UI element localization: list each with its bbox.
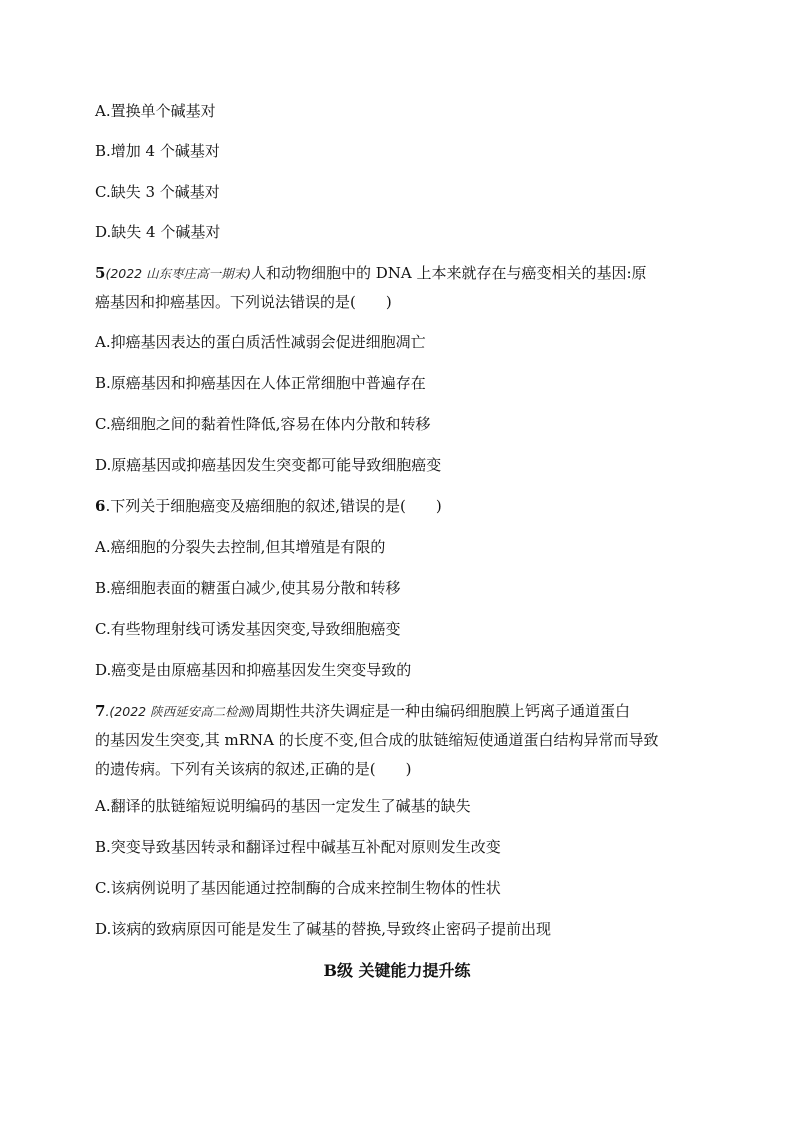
q7-option-c: C.该病例说明了基因能通过控制酶的合成来控制生物体的性状 [95, 879, 501, 897]
q6-option-b: B.癌细胞表面的糖蛋白减少,使其易分散和转移 [95, 579, 401, 597]
q6-option-c: C.有些物理射线可诱发基因突变,导致细胞癌变 [95, 620, 401, 638]
q7-number: 7 [95, 702, 106, 720]
q6-stem-text: .下列关于细胞癌变及癌细胞的叙述,错误的是( ) [105, 497, 442, 515]
q7-stem-text1: 周期性共济失调症是一种由编码细胞膜上钙离子通道蛋白 [254, 702, 630, 720]
prev-option-c: C.缺失 3 个碱基对 [95, 183, 220, 201]
q5-option-d: D.原癌基因或抑癌基因发生突变都可能导致细胞癌变 [95, 456, 442, 474]
q7-option-a: A.翻译的肽链缩短说明编码的基因一定发生了碱基的缺失 [95, 797, 471, 815]
q5-source: (2022 山东枣庄高一期末) [105, 266, 251, 281]
section-title: B级 关键能力提升练 [323, 961, 471, 980]
q5-stem-text1: 人和动物细胞中的 DNA 上本来就存在与癌变相关的基因:原 [250, 264, 647, 282]
q6-option-a: A.癌细胞的分裂失去控制,但其增殖是有限的 [95, 538, 386, 556]
q5-stem-line1 [95, 263, 715, 284]
q5-option-a: A.抑癌基因表达的蛋白质活性减弱会促进细胞凋亡 [95, 333, 426, 351]
q7-stem-line3: 的遗传病。下列有关该病的叙述,正确的是( ) [95, 760, 412, 778]
prev-option-d: D.缺失 4 个碱基对 [95, 223, 221, 241]
q7-option-d: D.该病的致病原因可能是发生了碱基的替换,导致终止密码子提前出现 [95, 920, 552, 938]
prev-option-a: A.置换单个碱基对 [95, 102, 216, 120]
q7-source-text: (2022 陕西延安高二检测) [109, 704, 255, 719]
q5-option-b: B.原癌基因和抑癌基因在人体正常细胞中普遍存在 [95, 374, 426, 392]
q5-option-c: C.癌细胞之间的黏着性降低,容易在体内分散和转移 [95, 415, 431, 433]
q7-stem-line1 [95, 701, 715, 722]
q7-source: . [105, 704, 110, 719]
q6-option-d: D.癌变是由原癌基因和抑癌基因发生突变导致的 [95, 661, 412, 679]
q7-option-b: B.突变导致基因转录和翻译过程中碱基互补配对原则发生改变 [95, 838, 501, 856]
q5-stem-line2: 癌基因和抑癌基因。下列说法错误的是( ) [95, 293, 392, 311]
q5-number: 5 [95, 264, 106, 282]
q6-stem [95, 496, 715, 516]
q7-stem-line2: 的基因发生突变,其 mRNA 的长度不变,但合成的肽链缩短使通道蛋白结构异常而导致 [95, 731, 659, 749]
prev-option-b: B.增加 4 个碱基对 [95, 142, 220, 160]
q6-number: 6 [95, 497, 106, 515]
